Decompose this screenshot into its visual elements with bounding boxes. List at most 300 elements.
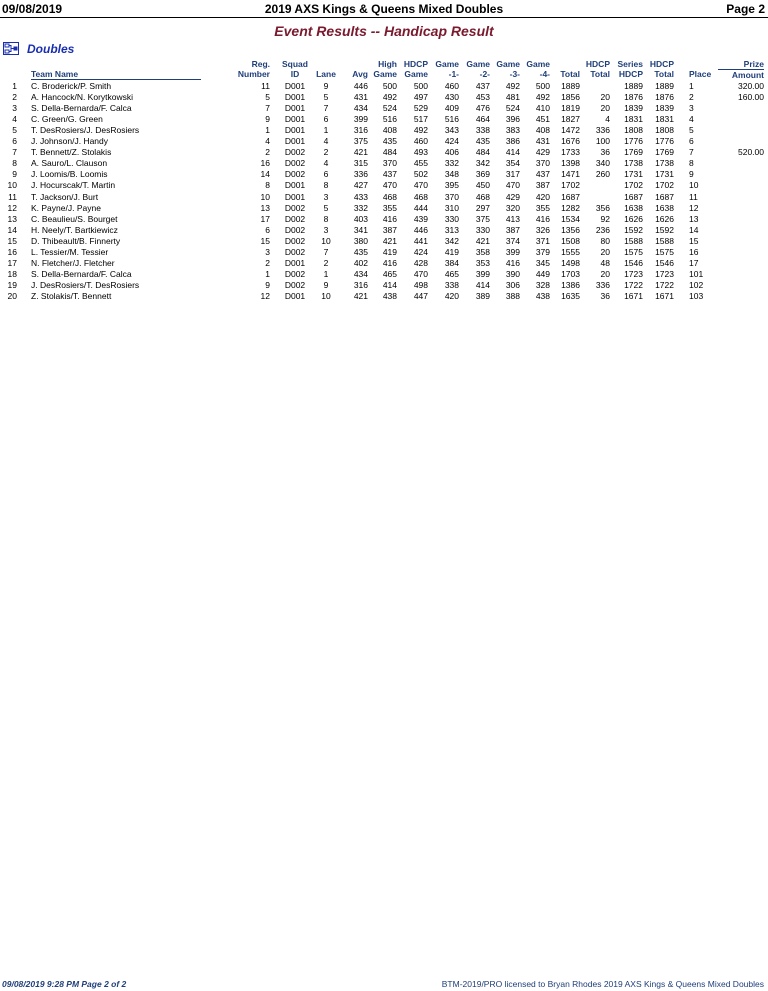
cell-high: 468 xyxy=(382,192,397,202)
cell-g4: 410 xyxy=(535,103,550,113)
cell-hdcpgame: 424 xyxy=(413,247,428,257)
cell-lane: 8 xyxy=(323,180,329,190)
col-header-high-line2: Game xyxy=(373,69,397,79)
col-header-g4 xyxy=(520,59,550,79)
cell-avg: 421 xyxy=(353,147,368,157)
cell-g4: 326 xyxy=(535,225,550,235)
cell-g4: 420 xyxy=(535,192,550,202)
cell-hdcptotal: 4 xyxy=(605,114,610,124)
cell-place: 2 xyxy=(689,92,694,102)
cell-reg: 2 xyxy=(265,147,270,157)
cell-g2: 353 xyxy=(475,258,490,268)
cell-team: C. Broderick/P. Smith xyxy=(31,81,112,91)
cell-hdcptotal: 80 xyxy=(600,236,610,246)
cell-g2: 450 xyxy=(475,180,490,190)
cell-avg: 380 xyxy=(353,236,368,246)
cell-place: 12 xyxy=(689,203,699,213)
cell-hdcptotal2: 1546 xyxy=(655,258,674,268)
cell-serieshdcp: 1738 xyxy=(624,158,643,168)
cell-g2: 435 xyxy=(475,136,490,146)
cell-high: 465 xyxy=(382,269,397,279)
cell-reg: 9 xyxy=(265,280,270,290)
cell-hdcptotal: 20 xyxy=(600,247,610,257)
cell-num: 16 xyxy=(7,247,17,257)
cell-g2: 453 xyxy=(475,92,490,102)
cell-squad: D002 xyxy=(284,225,306,235)
cell-place: 16 xyxy=(689,247,699,257)
cell-num: 12 xyxy=(7,203,17,213)
cell-squad: D001 xyxy=(284,103,306,113)
cell-serieshdcp: 1831 xyxy=(624,114,643,124)
cell-reg: 16 xyxy=(260,158,270,168)
col-header-g1-line1: Game xyxy=(435,59,459,69)
cell-team: T. Bennett/Z. Stolakis xyxy=(31,147,112,157)
table-row xyxy=(0,203,768,214)
cell-team: S. Della-Bernarda/F. Calca xyxy=(31,103,132,113)
cell-hdcpgame: 468 xyxy=(413,192,428,202)
col-header-team-line1 xyxy=(31,59,201,69)
cell-squad: D001 xyxy=(284,125,306,135)
cell-hdcptotal: 260 xyxy=(595,169,610,179)
cell-hdcptotal2: 1738 xyxy=(655,158,674,168)
cell-squad: D002 xyxy=(284,147,306,157)
cell-team: J. DesRosiers/T. DesRosiers xyxy=(31,280,140,290)
cell-g2: 414 xyxy=(475,280,490,290)
cell-place: 7 xyxy=(689,147,694,157)
bracket-icon xyxy=(3,42,19,55)
cell-g1: 332 xyxy=(444,158,459,168)
cell-total: 1702 xyxy=(561,180,580,190)
cell-g2: 437 xyxy=(475,81,490,91)
cell-high: 419 xyxy=(382,247,397,257)
cell-place: 10 xyxy=(689,180,699,190)
cell-avg: 434 xyxy=(353,269,368,279)
cell-place: 3 xyxy=(689,103,694,113)
cell-g2: 389 xyxy=(475,291,490,301)
cell-g3: 383 xyxy=(505,125,520,135)
cell-lane: 6 xyxy=(323,114,329,124)
cell-high: 370 xyxy=(382,158,397,168)
table-row xyxy=(0,136,768,147)
cell-hdcptotal2: 1731 xyxy=(655,169,674,179)
cell-g2: 369 xyxy=(475,169,490,179)
cell-g3: 386 xyxy=(505,136,520,146)
cell-lane: 2 xyxy=(323,147,329,157)
cell-total: 1733 xyxy=(561,147,580,157)
cell-hdcpgame: 447 xyxy=(413,291,428,301)
cell-hdcpgame: 493 xyxy=(413,147,428,157)
cell-high: 414 xyxy=(382,280,397,290)
cell-place: 4 xyxy=(689,114,694,124)
cell-serieshdcp: 1638 xyxy=(624,203,643,213)
cell-high: 524 xyxy=(382,103,397,113)
col-header-prize xyxy=(718,59,764,80)
cell-high: 355 xyxy=(382,203,397,213)
cell-hdcptotal: 36 xyxy=(600,291,610,301)
cell-g3: 388 xyxy=(505,291,520,301)
cell-reg: 11 xyxy=(261,81,270,91)
cell-hdcptotal2: 1723 xyxy=(655,269,674,279)
col-header-hdcpgame xyxy=(398,59,428,79)
cell-avg: 431 xyxy=(353,92,368,102)
cell-num: 5 xyxy=(12,125,17,135)
cell-g4: 500 xyxy=(535,81,550,91)
cell-avg: 446 xyxy=(353,81,368,91)
cell-squad: D002 xyxy=(284,169,306,179)
cell-g2: 468 xyxy=(475,192,490,202)
col-header-lane-line2: Lane xyxy=(316,69,336,79)
cell-place: 11 xyxy=(689,192,698,202)
cell-g3: 399 xyxy=(505,247,520,257)
cell-total: 1819 xyxy=(561,103,580,113)
col-header-g4-line1: Game xyxy=(526,59,550,69)
col-header-g1-line2: -1- xyxy=(448,69,459,79)
col-header-place xyxy=(689,59,715,79)
table-row xyxy=(0,192,768,203)
col-header-hdcptotal2-line2: Total xyxy=(654,69,674,79)
cell-g1: 342 xyxy=(444,236,459,246)
col-header-g3-line2: -3- xyxy=(509,69,520,79)
cell-high: 416 xyxy=(382,258,397,268)
cell-g3: 416 xyxy=(505,258,520,268)
table-row xyxy=(0,125,768,136)
cell-g4: 438 xyxy=(535,291,550,301)
cell-g4: 355 xyxy=(535,203,550,213)
col-header-reg-line1: Reg. xyxy=(251,59,270,69)
cell-g3: 317 xyxy=(505,169,520,179)
cell-hdcptotal2: 1776 xyxy=(655,136,674,146)
cell-total: 1555 xyxy=(561,247,580,257)
cell-place: 8 xyxy=(689,158,694,168)
footer-right: BTM-2019/PRO licensed to Bryan Rhodes 2019 AXS Kings & Queens Mixed Doubles xyxy=(441,979,764,989)
cell-lane: 10 xyxy=(321,236,331,246)
col-header-g2-line2: -2- xyxy=(479,69,490,79)
cell-high: 470 xyxy=(382,180,397,190)
table-row xyxy=(0,225,768,236)
col-header-team-line2: Team Name xyxy=(31,69,201,80)
cell-reg: 9 xyxy=(265,114,270,124)
cell-hdcptotal: 336 xyxy=(595,280,610,290)
cell-g2: 375 xyxy=(475,214,490,224)
cell-total: 1827 xyxy=(561,114,580,124)
cell-g1: 343 xyxy=(444,125,459,135)
cell-team: A. Hancock/N. Korytkowski xyxy=(31,92,134,102)
table-row xyxy=(0,114,768,125)
col-header-reg-line2: Number xyxy=(237,69,270,79)
cell-hdcptotal2: 1702 xyxy=(655,180,674,190)
cell-team: J. Loomis/B. Loomis xyxy=(31,169,108,179)
cell-hdcptotal: 48 xyxy=(600,258,610,268)
cell-hdcptotal2: 1831 xyxy=(655,114,674,124)
col-header-g4-line2: -4- xyxy=(539,69,550,79)
cell-hdcpgame: 446 xyxy=(413,225,428,235)
cell-hdcptotal2: 1671 xyxy=(655,291,674,301)
col-header-total xyxy=(550,59,580,79)
col-header-serieshdcp-line2: HDCP xyxy=(618,69,643,79)
cell-g2: 399 xyxy=(475,269,490,279)
cell-place: 1 xyxy=(689,81,694,91)
cell-hdcpgame: 517 xyxy=(413,114,428,124)
cell-place: 14 xyxy=(689,225,699,235)
cell-reg: 6 xyxy=(265,225,270,235)
col-header-hdcpgame-line1: HDCP xyxy=(403,59,428,69)
cell-serieshdcp: 1592 xyxy=(624,225,643,235)
cell-team: L. Tessier/M. Tessier xyxy=(31,247,109,257)
cell-g4: 437 xyxy=(535,169,550,179)
col-header-prize-line2: Amount xyxy=(731,70,764,80)
cell-high: 438 xyxy=(382,291,397,301)
cell-reg: 17 xyxy=(260,214,270,224)
cell-lane: 8 xyxy=(323,214,329,224)
cell-high: 484 xyxy=(382,147,397,157)
cell-squad: D001 xyxy=(284,81,306,91)
cell-g1: 516 xyxy=(444,114,459,124)
cell-total: 1356 xyxy=(561,225,580,235)
cell-g1: 406 xyxy=(444,147,459,157)
cell-hdcptotal2: 1638 xyxy=(655,203,674,213)
cell-team: J. Hocurscak/T. Martin xyxy=(31,180,116,190)
cell-hdcptotal2: 1575 xyxy=(655,247,674,257)
cell-hdcptotal: 100 xyxy=(595,136,610,146)
report-header xyxy=(0,0,768,18)
cell-hdcptotal2: 1889 xyxy=(655,81,674,91)
cell-reg: 15 xyxy=(260,236,270,246)
col-header-g1 xyxy=(429,59,459,79)
cell-squad: D001 xyxy=(284,192,306,202)
col-header-g2-line1: Game xyxy=(466,59,490,69)
cell-lane: 1 xyxy=(323,125,329,135)
table-row xyxy=(0,258,768,269)
cell-squad: D002 xyxy=(284,203,306,213)
cell-g3: 390 xyxy=(505,269,520,279)
cell-prize: 320.00 xyxy=(738,81,764,91)
cell-hdcptotal: 336 xyxy=(595,125,610,135)
cell-squad: D002 xyxy=(284,280,306,290)
cell-lane: 10 xyxy=(321,291,331,301)
cell-hdcptotal2: 1626 xyxy=(655,214,674,224)
cell-hdcpgame: 497 xyxy=(413,92,428,102)
col-header-serieshdcp xyxy=(611,59,643,79)
cell-hdcptotal2: 1722 xyxy=(655,280,674,290)
cell-reg: 4 xyxy=(265,136,270,146)
table-row xyxy=(0,81,768,92)
cell-hdcptotal: 20 xyxy=(600,92,610,102)
cell-g3: 429 xyxy=(505,192,520,202)
cell-team: J. Johnson/J. Handy xyxy=(31,136,109,146)
cell-team: Z. Stolakis/T. Bennett xyxy=(31,291,112,301)
table-row xyxy=(0,158,768,169)
cell-g1: 313 xyxy=(444,225,459,235)
cell-g2: 342 xyxy=(475,158,490,168)
col-header-hdcptotal-line1: HDCP xyxy=(585,59,610,69)
cell-lane: 1 xyxy=(323,269,329,279)
cell-lane: 3 xyxy=(323,225,329,235)
cell-g3: 492 xyxy=(505,81,520,91)
cell-hdcptotal2: 1769 xyxy=(655,147,674,157)
cell-serieshdcp: 1546 xyxy=(624,258,643,268)
col-header-hdcptotal-line2: Total xyxy=(590,69,610,79)
cell-num: 8 xyxy=(12,158,17,168)
cell-g4: 449 xyxy=(535,269,550,279)
cell-squad: D001 xyxy=(284,136,306,146)
cell-g3: 306 xyxy=(505,280,520,290)
cell-high: 500 xyxy=(382,81,397,91)
cell-g3: 414 xyxy=(505,147,520,157)
cell-team: A. Sauro/L. Clauson xyxy=(31,158,108,168)
cell-hdcptotal: 20 xyxy=(600,269,610,279)
cell-serieshdcp: 1575 xyxy=(624,247,643,257)
cell-serieshdcp: 1731 xyxy=(624,169,643,179)
cell-lane: 9 xyxy=(323,81,329,91)
cell-avg: 433 xyxy=(353,192,368,202)
cell-team: N. Fletcher/J. Fletcher xyxy=(31,258,115,268)
cell-num: 18 xyxy=(7,269,17,279)
cell-lane: 5 xyxy=(323,92,329,102)
cell-num: 1 xyxy=(12,81,17,91)
cell-place: 15 xyxy=(689,236,699,246)
cell-reg: 12 xyxy=(260,291,270,301)
cell-squad: D001 xyxy=(284,92,306,102)
cell-serieshdcp: 1588 xyxy=(624,236,643,246)
cell-hdcptotal: 340 xyxy=(595,158,610,168)
cell-total: 1676 xyxy=(561,136,580,146)
col-header-squad-line2: ID xyxy=(290,69,300,79)
cell-lane: 6 xyxy=(323,169,329,179)
cell-avg: 399 xyxy=(353,114,368,124)
col-header-hdcptotal2 xyxy=(644,59,674,79)
col-header-place-line1 xyxy=(689,59,715,69)
cell-team: K. Payne/J. Payne xyxy=(31,203,101,213)
cell-team: T. DesRosiers/J. DesRosiers xyxy=(31,125,140,135)
table-row xyxy=(0,103,768,114)
cell-g3: 524 xyxy=(505,103,520,113)
cell-hdcptotal2: 1876 xyxy=(655,92,674,102)
cell-hdcptotal: 356 xyxy=(595,203,610,213)
cell-serieshdcp: 1776 xyxy=(624,136,643,146)
col-header-avg-line1 xyxy=(338,59,368,69)
cell-g1: 420 xyxy=(444,291,459,301)
cell-g3: 320 xyxy=(505,203,520,213)
col-header-hdcptotal2-line1: HDCP xyxy=(649,59,674,69)
cell-hdcpgame: 444 xyxy=(413,203,428,213)
cell-serieshdcp: 1626 xyxy=(624,214,643,224)
cell-team: H. Neely/T. Bartkiewicz xyxy=(31,225,118,235)
col-header-high-line1: High xyxy=(378,59,397,69)
cell-high: 408 xyxy=(382,125,397,135)
cell-avg: 336 xyxy=(353,169,368,179)
cell-g2: 297 xyxy=(475,203,490,213)
cell-reg: 3 xyxy=(265,247,270,257)
col-header-total-line2: Total xyxy=(560,69,580,79)
cell-avg: 403 xyxy=(353,214,368,224)
cell-lane: 5 xyxy=(323,203,329,213)
cell-squad: D001 xyxy=(284,258,306,268)
cell-num: 19 xyxy=(7,280,17,290)
cell-place: 6 xyxy=(689,136,694,146)
footer-left: 09/08/2019 9:28 PM Page 2 of 2 xyxy=(2,979,127,989)
table-row xyxy=(0,291,768,302)
cell-hdcpgame: 439 xyxy=(413,214,428,224)
cell-serieshdcp: 1808 xyxy=(624,125,643,135)
cell-hdcpgame: 441 xyxy=(413,236,428,246)
cell-num: 11 xyxy=(8,192,17,202)
cell-g1: 430 xyxy=(444,92,459,102)
cell-hdcpgame: 529 xyxy=(413,103,428,113)
cell-squad: D002 xyxy=(284,236,306,246)
cell-place: 103 xyxy=(689,291,704,301)
cell-hdcptotal2: 1687 xyxy=(655,192,674,202)
cell-g2: 330 xyxy=(475,225,490,235)
cell-total: 1703 xyxy=(561,269,580,279)
cell-avg: 315 xyxy=(353,158,368,168)
cell-place: 13 xyxy=(689,214,699,224)
table-row xyxy=(0,169,768,180)
cell-team: S. Della-Bernarda/F. Calca xyxy=(31,269,132,279)
cell-high: 416 xyxy=(382,214,397,224)
col-header-high xyxy=(367,59,397,79)
cell-serieshdcp: 1769 xyxy=(624,147,643,157)
cell-reg: 5 xyxy=(265,92,270,102)
cell-hdcpgame: 502 xyxy=(413,169,428,179)
cell-total: 1398 xyxy=(561,158,580,168)
col-header-total-line1 xyxy=(550,59,580,69)
cell-hdcptotal2: 1808 xyxy=(655,125,674,135)
cell-reg: 10 xyxy=(260,192,270,202)
cell-g4: 429 xyxy=(535,147,550,157)
cell-g4: 379 xyxy=(535,247,550,257)
cell-lane: 7 xyxy=(323,247,329,257)
cell-squad: D001 xyxy=(284,180,306,190)
cell-high: 516 xyxy=(382,114,397,124)
cell-g3: 387 xyxy=(505,225,520,235)
cell-g1: 384 xyxy=(444,258,459,268)
cell-g3: 413 xyxy=(505,214,520,224)
cell-team: C. Beaulieu/S. Bourget xyxy=(31,214,118,224)
cell-high: 387 xyxy=(382,225,397,235)
cell-total: 1889 xyxy=(561,81,580,91)
cell-g3: 354 xyxy=(505,158,520,168)
cell-avg: 427 xyxy=(353,180,368,190)
cell-total: 1508 xyxy=(561,236,580,246)
cell-g4: 451 xyxy=(535,114,550,124)
cell-serieshdcp: 1723 xyxy=(624,269,643,279)
cell-hdcpgame: 492 xyxy=(413,125,428,135)
cell-squad: D002 xyxy=(284,269,306,279)
cell-g1: 424 xyxy=(444,136,459,146)
cell-place: 9 xyxy=(689,169,694,179)
cell-team: C. Green/G. Green xyxy=(31,114,103,124)
col-header-place-line2: Place xyxy=(689,69,712,79)
cell-hdcpgame: 500 xyxy=(413,81,428,91)
cell-g2: 338 xyxy=(475,125,490,135)
cell-hdcptotal: 36 xyxy=(600,147,610,157)
cell-total: 1687 xyxy=(561,192,580,202)
col-header-g3 xyxy=(490,59,520,79)
cell-num: 7 xyxy=(12,147,17,157)
cell-g2: 421 xyxy=(475,236,490,246)
cell-num: 2 xyxy=(12,92,17,102)
cell-serieshdcp: 1687 xyxy=(624,192,643,202)
cell-avg: 332 xyxy=(353,203,368,213)
cell-lane: 2 xyxy=(323,258,329,268)
cell-lane: 9 xyxy=(323,280,329,290)
cell-avg: 375 xyxy=(353,136,368,146)
col-header-lane xyxy=(314,59,338,79)
cell-g1: 370 xyxy=(444,192,459,202)
col-header-squad xyxy=(277,59,313,79)
report-title: 2019 AXS Kings & Queens Mixed Doubles xyxy=(264,2,504,16)
cell-squad: D002 xyxy=(284,247,306,257)
